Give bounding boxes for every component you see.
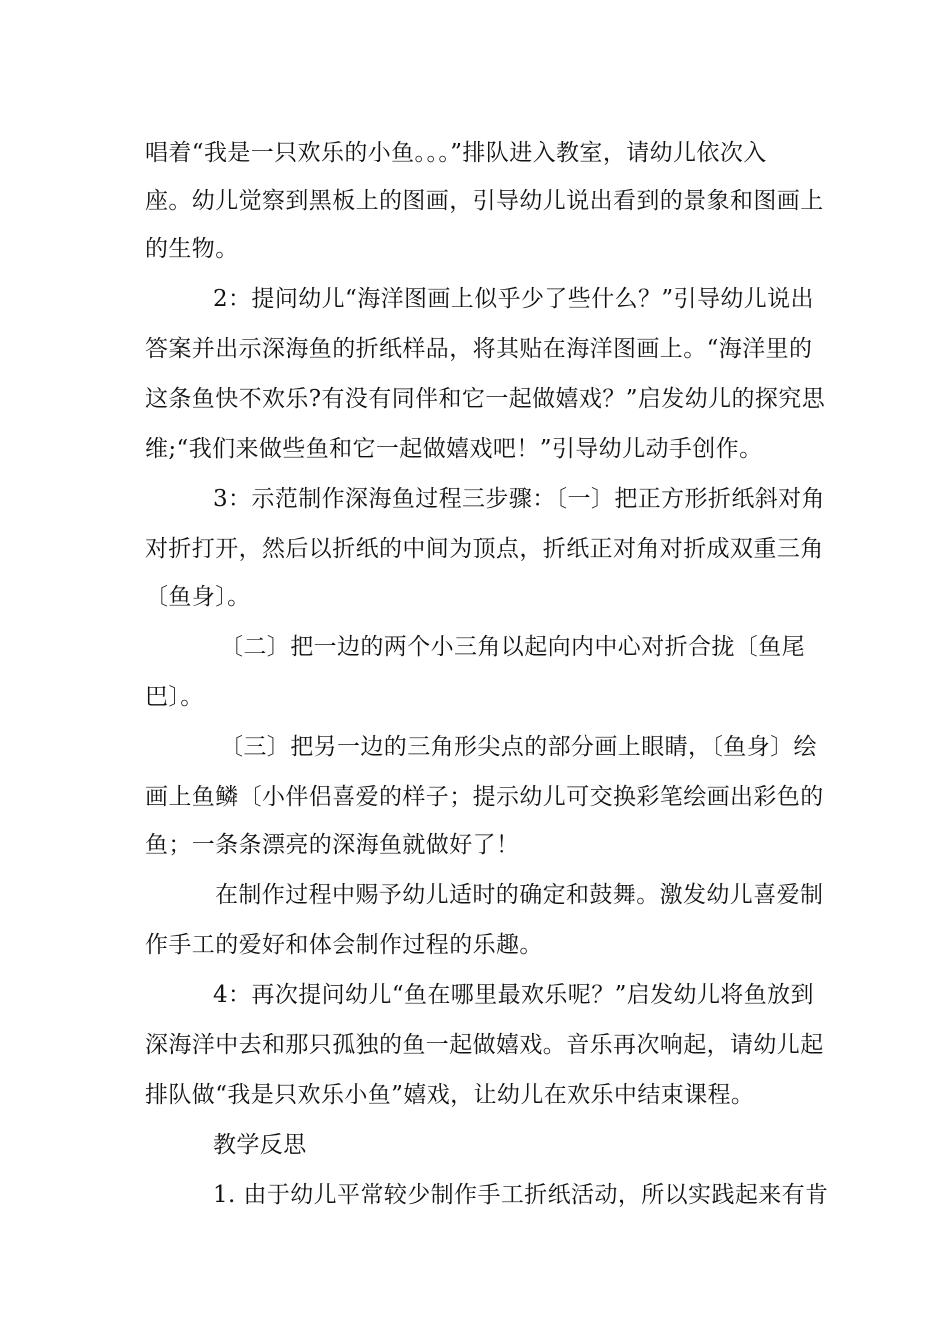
text-line: 座。幼儿觉察到黑板上的图画，引导幼儿说出看到的景象和图画上: [145, 188, 824, 214]
text-line: 深海洋中去和那只孤独的鱼一起做嬉戏。音乐再次响起，请幼儿起: [145, 1032, 824, 1058]
text-line: 鱼；一条条漂亮的深海鱼就做好了！: [145, 832, 520, 858]
section-heading: 教学反思: [213, 1132, 307, 1158]
text-line: 这条鱼快不欢乐?有没有同伴和它一起做嬉戏？”启发幼儿的探究思: [145, 386, 826, 412]
text-line: 的生物。: [145, 236, 239, 262]
text-line: 巴〕。: [145, 684, 204, 710]
text-line: 3：示范制作深海鱼过程三步骤：〔一〕把正方形折纸斜对角: [213, 486, 825, 512]
text-line: 4：再次提问幼儿“鱼在哪里最欢乐呢？”启发幼儿将鱼放到: [213, 982, 814, 1008]
text-line: 排队做“我是只欢乐小鱼”嬉戏，让幼儿在欢乐中结束课程。: [145, 1082, 755, 1108]
text-line: 2：提问幼儿“海洋图画上似乎少了些什么？”引导幼儿说出: [213, 286, 814, 312]
text-line: 〔二〕把一边的两个小三角以起向内中心对折合拢〔鱼尾: [220, 634, 805, 660]
text-line: 在制作过程中赐予幼儿适时的确定和鼓舞。激发幼儿喜爱制: [215, 882, 824, 908]
text-line: 〔三〕把另一边的三角形尖点的部分画上眼睛，〔鱼身〕绘: [220, 734, 817, 760]
text-line: 作手工的爱好和体会制作过程的乐趣。: [145, 932, 543, 958]
text-line: 画上鱼鳞〔小伴侣喜爱的样子；提示幼儿可交换彩笔绘画出彩色的: [145, 784, 824, 810]
text-line: 〔鱼身〕。: [145, 584, 251, 610]
text-line: 答案并出示深海鱼的折纸样品，将其贴在海洋图画上。“海洋里的: [145, 336, 813, 362]
text-line: 唱着“我是一只欢乐的小鱼。。。”排队进入教室，请幼儿依次入: [145, 140, 767, 166]
text-line: 1. 由于幼儿平常较少制作手工折纸活动，所以实践起来有肯: [213, 1182, 829, 1208]
text-line: 对折打开，然后以折纸的中间为顶点，折纸正对角对折成双重三角: [145, 536, 824, 562]
text-line: 维;“我们来做些鱼和它一起做嬉戏吧！”引导幼儿动手创作。: [145, 436, 763, 462]
